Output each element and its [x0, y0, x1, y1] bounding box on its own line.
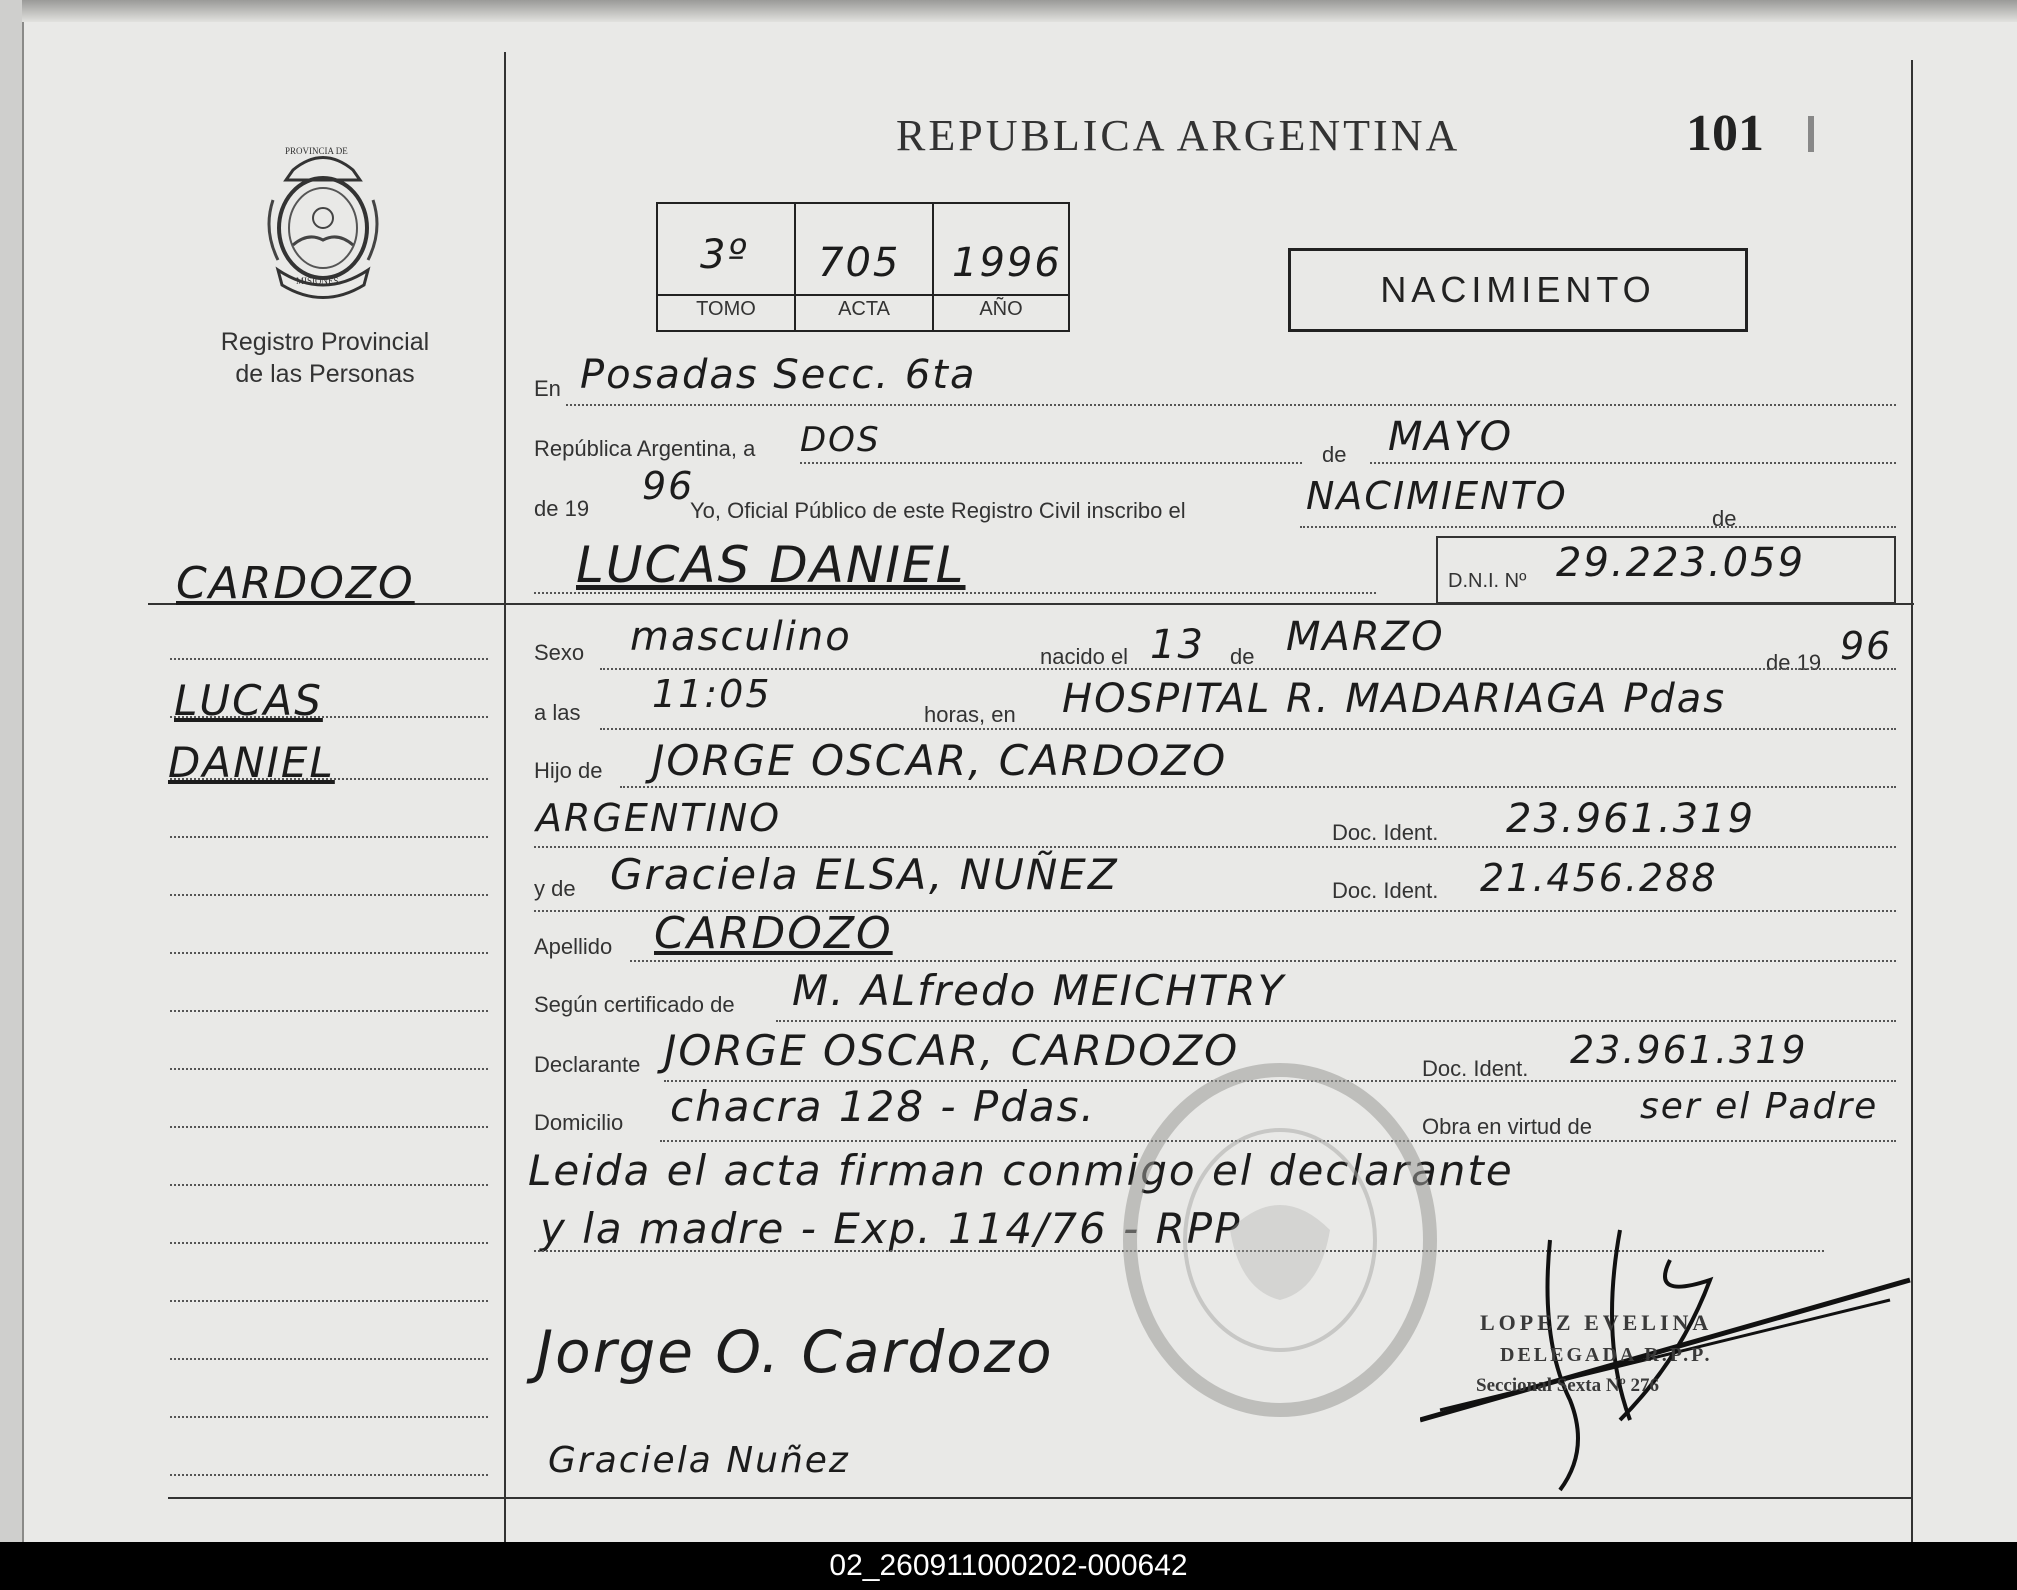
republica-label: República Argentina, a: [534, 436, 756, 461]
margin-line: [170, 1184, 488, 1186]
year-prefix-label: de 19: [534, 496, 590, 521]
father-nationality: ARGENTINO: [536, 796, 782, 840]
binding-edge: [0, 0, 24, 1542]
country-title: REPUBLICA ARGENTINA: [896, 111, 1461, 160]
mother-doc-label: Doc. Ident.: [1332, 878, 1439, 903]
margin-line: [170, 778, 488, 780]
mother-signature: Graciela Nuñez: [548, 1440, 850, 1481]
margin-line: [170, 1474, 488, 1476]
margin-line: [170, 716, 488, 718]
declarante-label: Declarante: [534, 1052, 641, 1077]
margin-line: [170, 1068, 488, 1070]
birth-year-prefix: de 19: [1766, 650, 1822, 675]
birth-day: 13: [1150, 622, 1205, 668]
record-type-box: [1288, 248, 1748, 332]
hijo-line: [620, 786, 1896, 788]
declarante-doc: 23.961.319: [1570, 1028, 1808, 1072]
margin-line: [170, 1358, 488, 1360]
tomo-label: TOMO: [696, 298, 756, 320]
certificado-value: M. ALfredo MEICHTRY: [792, 966, 1286, 1015]
declarante-value: JORGE OSCAR, CARDOZO: [664, 1026, 1240, 1075]
en-line: [566, 404, 1896, 406]
registry-line-2: de las Personas: [235, 360, 415, 388]
domicilio-label: Domicilio: [534, 1110, 624, 1135]
father-doc-label: Doc. Ident.: [1332, 820, 1439, 845]
obra-value: ser el Padre: [1640, 1086, 1879, 1127]
official-stamp: [1476, 1310, 1713, 1397]
acta-value: 705: [818, 240, 901, 286]
declarante-doc-label: Doc. Ident.: [1422, 1056, 1529, 1081]
dni-label: D.N.I. Nº: [1448, 570, 1527, 592]
month-value: MAYO: [1388, 414, 1514, 460]
sexo-label: Sexo: [534, 640, 585, 665]
father-signature: Jorge O. Cardozo: [536, 1318, 1054, 1386]
margin-line: [170, 952, 488, 954]
horas-label: horas, en: [924, 702, 1016, 727]
father-doc: 23.961.319: [1506, 796, 1756, 842]
footer-image-id: 02_260911000202-000642: [0, 1542, 2017, 1590]
en-label: En: [534, 376, 561, 401]
month-de-label: de: [1322, 442, 1347, 467]
margin-line: [170, 1010, 488, 1012]
record-type: NACIMIENTO: [1380, 269, 1656, 310]
page-number: 101: [1686, 105, 1764, 162]
acta-label: ACTA: [838, 298, 890, 320]
certificado-label: Según certificado de: [534, 992, 735, 1017]
hijo-label: Hijo de: [534, 758, 603, 783]
page-number-mark: [1808, 116, 1814, 152]
tomo-value: 3º: [700, 232, 749, 278]
margin-line: [170, 836, 488, 838]
birth-time: 11:05: [652, 672, 772, 716]
civil-registry-stamp-icon: [1120, 1060, 1440, 1420]
margin-line: [170, 658, 488, 660]
margin-surname: CARDOZO: [176, 558, 415, 609]
nacido-label: nacido el: [1040, 644, 1129, 669]
birth-month: MARZO: [1286, 614, 1445, 660]
seal-top-text: PROVINCIA DE: [285, 146, 348, 156]
nationality-line: [534, 846, 1896, 848]
margin-name-1: LUCAS: [174, 676, 323, 725]
day-value: DOS: [800, 420, 881, 460]
full-name: LUCAS DANIEL: [576, 536, 966, 594]
alas-line: [600, 728, 1896, 730]
obra-label: Obra en virtud de: [1422, 1114, 1592, 1139]
note-line-1: Leida el acta firman conmigo el declarante: [528, 1146, 1514, 1195]
stamp-line-1: LOPEZ EVELINA: [1480, 1310, 1713, 1335]
yde-label: y de: [534, 876, 576, 901]
margin-line: [170, 1242, 488, 1244]
year-value: 96: [642, 464, 695, 508]
certificado-line: [776, 1020, 1896, 1022]
stamp-line-2: DELEGADA R.P.P.: [1500, 1344, 1713, 1366]
registry-name: [160, 326, 490, 390]
mother-doc: 21.456.288: [1480, 856, 1718, 900]
day-line: [800, 462, 1302, 464]
birth-de-label: de: [1230, 644, 1255, 669]
birth-year: 96: [1840, 624, 1893, 668]
dni-value: 29.223.059: [1556, 540, 1806, 586]
alas-label: a las: [534, 700, 581, 725]
anio-label: AÑO: [979, 298, 1023, 320]
seal-bottom-text: MISIONES: [296, 276, 339, 286]
registry-line-1: Registro Provincial: [220, 328, 430, 356]
page-top-edge: [22, 0, 2017, 22]
margin-name-2: DANIEL: [168, 738, 335, 787]
inscribo-value: NACIMIENTO: [1306, 474, 1568, 518]
mother-name: Graciela ELSA, NUÑEZ: [610, 850, 1119, 899]
inscribo-de-label: de: [1712, 506, 1737, 531]
father-name: JORGE OSCAR, CARDOZO: [652, 736, 1228, 785]
anio-value: 1996: [952, 240, 1062, 286]
name-line: [534, 592, 1376, 594]
note-line-2: y la madre - Exp. 114/76 - RPP: [540, 1204, 1242, 1253]
birth-place: HOSPITAL R. MADARIAGA Pdas: [1062, 676, 1727, 722]
apellido-line: [630, 960, 1896, 962]
domicilio-value: chacra 128 - Pdas.: [670, 1082, 1096, 1131]
stamp-line-3: Seccional Sexta Nº 276: [1476, 1375, 1660, 1396]
official-text: Yo, Oficial Público de este Registro Civil inscribo el: [690, 498, 1186, 523]
margin-line: [170, 894, 488, 896]
month-line: [1370, 462, 1896, 464]
sexo-line: [600, 668, 1896, 670]
margin-line: [170, 1126, 488, 1128]
apellido-label: Apellido: [534, 934, 613, 959]
sexo-value: masculino: [630, 614, 852, 660]
record-box-divider: [656, 294, 1068, 296]
en-value: Posadas Secc. 6ta: [580, 352, 977, 398]
column-divider: [504, 52, 506, 1542]
apellido-value: CARDOZO: [654, 908, 893, 959]
inscribo-line: [1300, 526, 1896, 528]
margin-line: [170, 1300, 488, 1302]
margin-line: [170, 1416, 488, 1418]
